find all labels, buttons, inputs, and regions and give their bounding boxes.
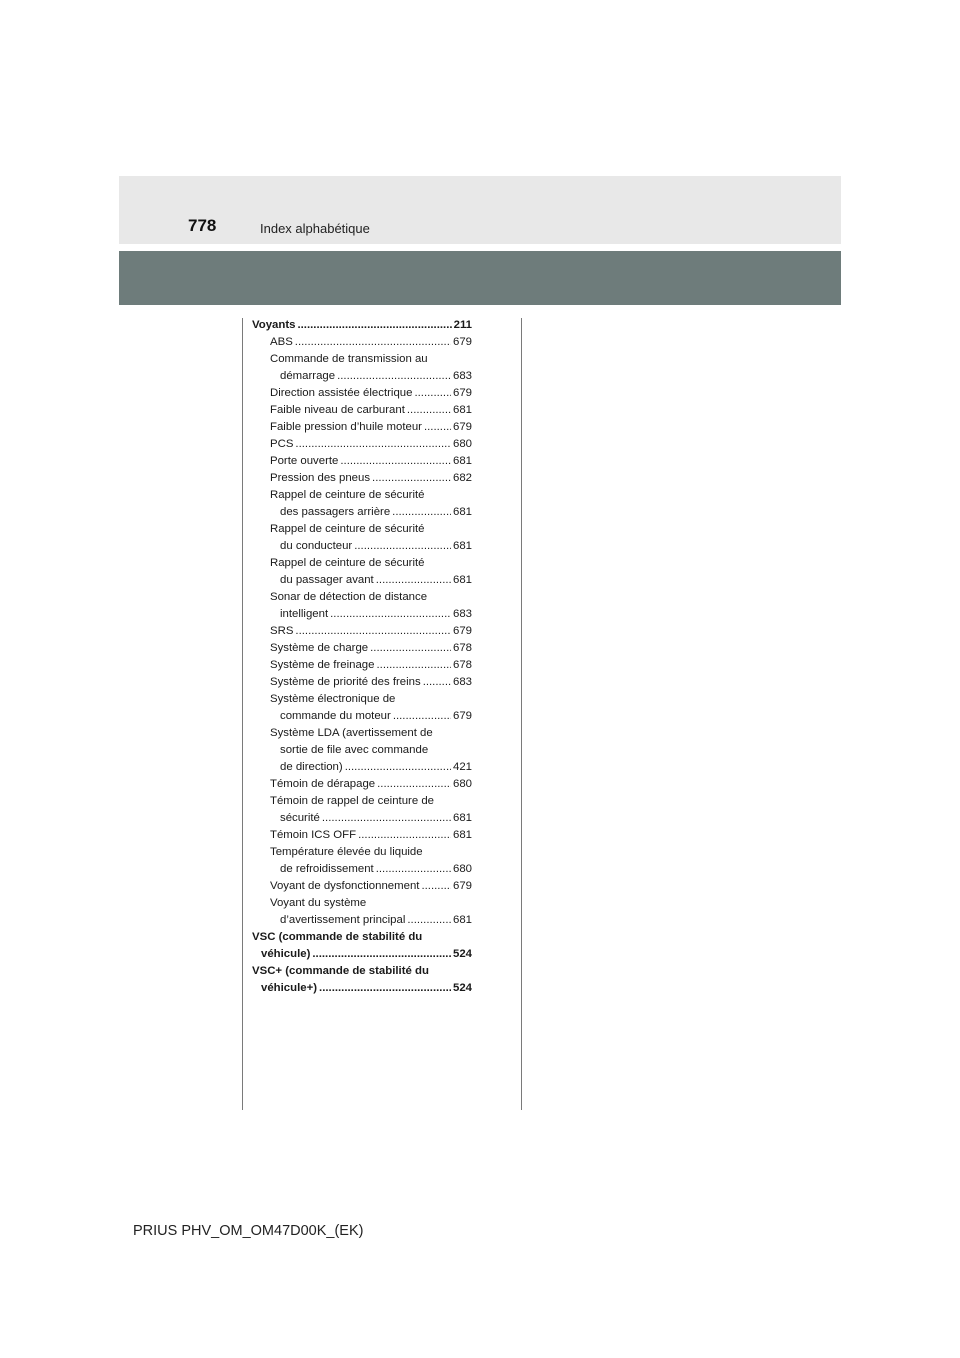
index-entry-label: Système LDA (avertissement de: [270, 727, 433, 739]
index-entry: [252, 657, 472, 674]
index-entry-continued: [252, 487, 472, 504]
index-entry-page: 682: [452, 472, 472, 484]
index-entry-label: ABS: [270, 336, 293, 348]
index-entry: [252, 912, 472, 929]
index-entry-label: Témoin de dérapage: [270, 778, 376, 790]
index-entry-page: 681: [452, 914, 472, 926]
index-entry-label: véhicule+): [261, 982, 318, 994]
index-entry-page: 421: [452, 761, 472, 773]
index-entry-label: Voyant du système: [270, 897, 367, 909]
index-entry-page: 679: [452, 387, 472, 399]
dot-leader: [297, 317, 451, 334]
index-entry-label: sortie de file avec commande: [280, 744, 429, 756]
index-entry-label: Voyants: [252, 319, 296, 331]
index-entry-page: 524: [452, 982, 472, 994]
index-entry-continued: [252, 725, 472, 742]
dot-leader: [319, 980, 451, 997]
index-entry-continued: [252, 844, 472, 861]
index-entry-page: 680: [452, 863, 472, 875]
index-entry-label: Sonar de détection de distance: [270, 591, 428, 603]
index-entry: [252, 538, 472, 555]
index-entry-label: PCS: [270, 438, 294, 450]
index-entry-label: d’avertissement principal: [280, 914, 406, 926]
dot-leader: [330, 606, 451, 623]
index-entry-continued: [252, 929, 472, 946]
index-entry: [252, 419, 472, 436]
index-entry-label: Rappel de ceinture de sécurité: [270, 523, 425, 535]
index-entry: [252, 759, 472, 776]
index-entry: [252, 946, 472, 963]
index-entry: [252, 606, 472, 623]
dot-leader: [392, 504, 451, 521]
index-entry-page: 678: [452, 642, 472, 654]
index-entry-page: 211: [453, 319, 472, 331]
column-divider-left: [242, 318, 243, 1110]
index-entry: [252, 368, 472, 385]
header-band: [119, 176, 841, 244]
index-entry-continued: [252, 691, 472, 708]
index-entry-label: Système de freinage: [270, 659, 375, 671]
index-entry-continued: [252, 895, 472, 912]
index-entry-page: 681: [452, 829, 472, 841]
index-entry-page: 680: [452, 778, 472, 790]
index-entry-label: démarrage: [280, 370, 336, 382]
index-entry-continued: [252, 555, 472, 572]
dot-leader: [377, 776, 451, 793]
index-entry-label: des passagers arrière: [280, 506, 391, 518]
index-entry-label: de refroidissement: [280, 863, 374, 875]
index-entry-label: Système électronique de: [270, 693, 396, 705]
index-entry-continued: [252, 793, 472, 810]
dot-leader: [340, 453, 451, 470]
index-entry-label: intelligent: [280, 608, 329, 620]
index-entry: [252, 317, 472, 334]
page-number: 778: [188, 216, 217, 235]
dot-leader: [376, 572, 451, 589]
dot-leader: [322, 810, 451, 827]
dot-leader: [354, 538, 451, 555]
index-entry: [252, 827, 472, 844]
index-entry-page: 680: [452, 438, 472, 450]
index-entry: [252, 504, 472, 521]
index-entry-page: 683: [452, 608, 472, 620]
dot-leader: [345, 759, 451, 776]
index-entry-page: 681: [452, 574, 472, 586]
index-entry-page: 678: [452, 659, 472, 671]
index-entry-page: 681: [452, 404, 472, 416]
header-grey-bar: [119, 251, 841, 305]
document-code: PRIUS PHV_OM_OM47D00K_(EK): [133, 1223, 364, 1239]
index-entry-label: Commande de transmission au: [270, 353, 428, 365]
index-entry: [252, 980, 472, 997]
section-title: Index alphabétique: [260, 221, 370, 236]
dot-leader: [421, 878, 451, 895]
dot-leader: [337, 368, 451, 385]
index-entry: [252, 623, 472, 640]
index-entry: [252, 810, 472, 827]
dot-leader: [376, 861, 451, 878]
index-entry: [252, 776, 472, 793]
dot-leader: [393, 708, 451, 725]
dot-leader: [376, 657, 451, 674]
index-entry-page: 679: [452, 710, 472, 722]
index-entry-continued: [252, 589, 472, 606]
index-entry-label: Système de charge: [270, 642, 369, 654]
index-entry-label: Porte ouverte: [270, 455, 339, 467]
dot-leader: [407, 912, 451, 929]
index-entry-label: Rappel de ceinture de sécurité: [270, 489, 425, 501]
index-entry: [252, 861, 472, 878]
index-entry-page: 679: [452, 421, 472, 433]
index-entry-page: 683: [452, 370, 472, 382]
index-entry-label: Faible niveau de carburant: [270, 404, 405, 416]
index-entry-label: Direction assistée électrique: [270, 387, 413, 399]
dot-leader: [414, 385, 451, 402]
index-entry-page: 679: [452, 625, 472, 637]
index-entry: [252, 402, 472, 419]
index-entry-page: 681: [452, 455, 472, 467]
index-entry-label: SRS: [270, 625, 294, 637]
index-entry-label: Faible pression d’huile moteur: [270, 421, 422, 433]
index-entry: [252, 385, 472, 402]
index-entry-label: VSC+ (commande de stabilité du: [252, 965, 429, 977]
index-entry-label: Voyant de dysfonctionnement: [270, 880, 420, 892]
dot-leader: [312, 946, 451, 963]
index-entry-label: VSC (commande de stabilité du: [252, 931, 423, 943]
dot-leader: [358, 827, 451, 844]
index-entry: [252, 453, 472, 470]
index-entry-page: 681: [452, 506, 472, 518]
dot-leader: [370, 640, 451, 657]
dot-leader: [295, 436, 451, 453]
index-entry: [252, 640, 472, 657]
index-entry: [252, 334, 472, 351]
alphabetical-index-column: [252, 317, 472, 997]
index-entry: [252, 436, 472, 453]
index-entry: [252, 572, 472, 589]
index-entry-label: Témoin ICS OFF: [270, 829, 357, 841]
dot-leader: [372, 470, 451, 487]
dot-leader: [424, 419, 451, 436]
index-entry-label: du passager avant: [280, 574, 374, 586]
index-entry-label: sécurité: [280, 812, 320, 824]
index-entry-label: de direction): [280, 761, 343, 773]
index-entry-continued: [252, 742, 472, 759]
index-entry-label: véhicule): [261, 948, 311, 960]
index-entry-label: du conducteur: [280, 540, 353, 552]
index-entry-continued: [252, 351, 472, 368]
index-entry-page: 524: [452, 948, 472, 960]
index-entry: [252, 674, 472, 691]
dot-leader: [295, 623, 451, 640]
dot-leader: [295, 334, 451, 351]
index-entry: [252, 878, 472, 895]
dot-leader: [407, 402, 451, 419]
dot-leader: [423, 674, 451, 691]
index-entry-page: 679: [452, 336, 472, 348]
index-entry-page: 681: [452, 540, 472, 552]
index-entry: [252, 708, 472, 725]
index-entry-continued: [252, 521, 472, 538]
index-entry-label: Système de priorité des freins: [270, 676, 421, 688]
index-entry-label: Pression des pneus: [270, 472, 371, 484]
index-entry-page: 683: [452, 676, 472, 688]
index-entry-page: 681: [452, 812, 472, 824]
column-divider-right: [521, 318, 522, 1110]
index-entry-label: Température élevée du liquide: [270, 846, 423, 858]
index-entry: [252, 470, 472, 487]
index-entry-label: commande du moteur: [280, 710, 391, 722]
index-entry-label: Témoin de rappel de ceinture de: [270, 795, 435, 807]
index-entry-page: 679: [452, 880, 472, 892]
index-entry-label: Rappel de ceinture de sécurité: [270, 557, 425, 569]
index-entry-continued: [252, 963, 472, 980]
